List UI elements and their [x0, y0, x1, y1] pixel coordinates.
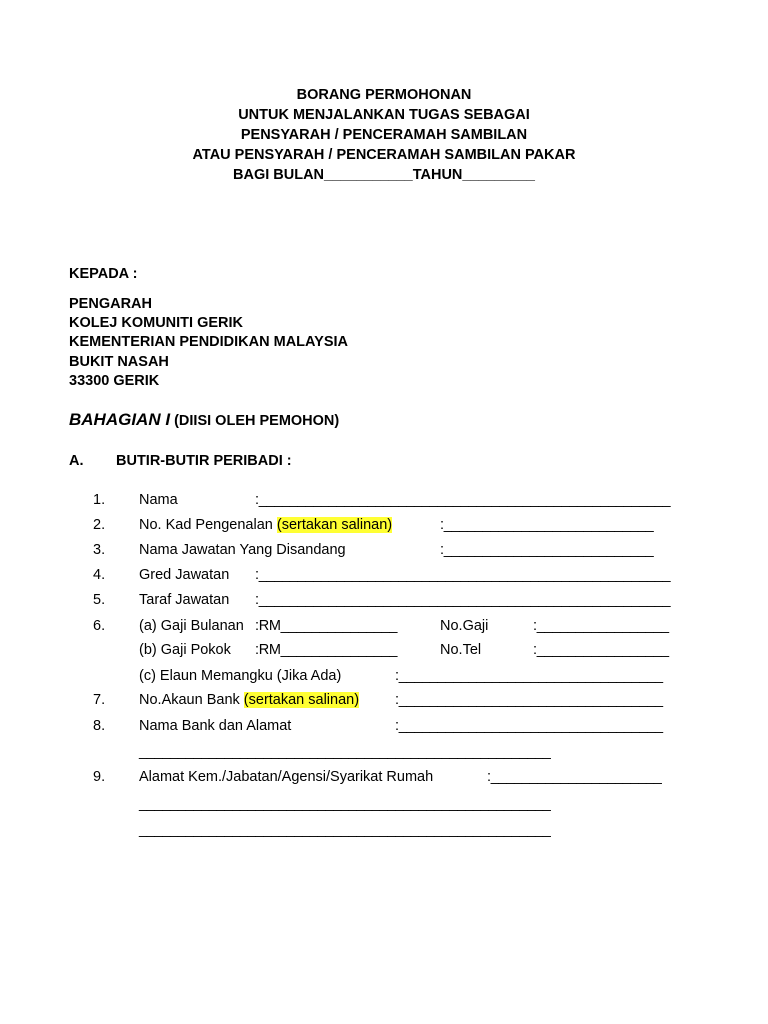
address-field-line-2[interactable]: _____________________________________________________	[139, 796, 551, 812]
ic-number-label-text: No. Kad Pengenalan	[139, 517, 273, 533]
position-status-field[interactable]: :_____________________________________________________	[255, 592, 671, 608]
bank-account-field[interactable]: :__________________________________	[395, 692, 663, 708]
part-letter: A.	[69, 453, 84, 469]
bank-name-address-field-line-2[interactable]: _____________________________________________________	[139, 744, 551, 760]
field-number: 4.	[93, 567, 106, 583]
recipient-address-line: KOLEJ KOMUNITI GERIK	[69, 315, 244, 331]
recipient-address-line: KEMENTERIAN PENDIDIKAN MALAYSIA	[69, 334, 349, 350]
name-label: Nama	[139, 492, 178, 508]
monthly-salary-field[interactable]: :RM_______________	[255, 618, 398, 634]
field-number: 5.	[93, 592, 106, 608]
form-title-line-3: PENSYARAH / PENCERAMAH SAMBILAN	[240, 127, 528, 143]
form-title-line-4: ATAU PENSYARAH / PENCERAMAH SAMBILAN PAKAR	[192, 147, 576, 163]
field-number: 6.	[93, 618, 106, 634]
field-number: 1.	[93, 492, 106, 508]
ic-number-label	[139, 516, 392, 534]
bank-name-address-label: Nama Bank dan Alamat	[139, 718, 292, 734]
grade-field[interactable]: :_____________________________________________________	[255, 567, 671, 583]
phone-number-field[interactable]: :_________________	[533, 642, 669, 658]
attach-copy-note: (sertakan salinan)	[276, 517, 393, 533]
ic-number-field[interactable]: :___________________________	[440, 517, 654, 533]
position-title-field[interactable]: :___________________________	[440, 542, 654, 558]
address-field[interactable]: :______________________	[487, 769, 662, 785]
basic-salary-field[interactable]: :RM_______________	[255, 642, 398, 658]
salary-number-label: No.Gaji	[440, 618, 489, 634]
monthly-salary-label: (a) Gaji Bulanan	[139, 618, 244, 634]
acting-allowance-label: (c) Elaun Memangku (Jika Ada)	[139, 668, 342, 684]
section-subtitle: (DIISI OLEH PEMOHON)	[174, 413, 340, 429]
recipient-address-line: 33300 GERIK	[69, 373, 160, 389]
basic-salary-label: (b) Gaji Pokok	[139, 642, 231, 658]
address-field-line-3[interactable]: _____________________________________________________	[139, 822, 551, 838]
address-label: Alamat Kem./Jabatan/Agensi/Syarikat Rumah	[139, 769, 434, 785]
field-number: 9.	[93, 769, 106, 785]
acting-allowance-field[interactable]: :__________________________________	[395, 668, 663, 684]
field-number: 7.	[93, 692, 106, 708]
grade-label: Gred Jawatan	[139, 567, 230, 583]
section-heading	[69, 411, 339, 430]
position-status-label: Taraf Jawatan	[139, 592, 230, 608]
field-number: 2.	[93, 517, 106, 533]
bank-account-label	[139, 691, 359, 709]
attach-copy-note: (sertakan salinan)	[243, 692, 360, 708]
form-title-month-year: BAGI BULAN___________TAHUN_________	[233, 167, 535, 183]
bank-account-label-text: No.Akaun Bank	[139, 692, 240, 708]
name-field[interactable]: :_____________________________________________________	[255, 492, 671, 508]
phone-number-label: No.Tel	[440, 642, 482, 658]
field-number: 8.	[93, 718, 106, 734]
position-title-label: Nama Jawatan Yang Disandang	[139, 542, 346, 558]
recipient-address-line: PENGARAH	[69, 296, 152, 312]
recipient-label: KEPADA :	[69, 266, 138, 282]
salary-number-field[interactable]: :_________________	[533, 618, 669, 634]
part-title: BUTIR-BUTIR PERIBADI :	[116, 453, 292, 469]
bank-name-address-field[interactable]: :__________________________________	[395, 718, 663, 734]
form-title-line-2: UNTUK MENJALANKAN TUGAS SEBAGAI	[238, 107, 530, 123]
section-title: BAHAGIAN I	[69, 410, 171, 429]
recipient-address-line: BUKIT NASAH	[69, 354, 169, 370]
field-number: 3.	[93, 542, 106, 558]
form-title: BORANG PERMOHONAN	[296, 87, 472, 103]
